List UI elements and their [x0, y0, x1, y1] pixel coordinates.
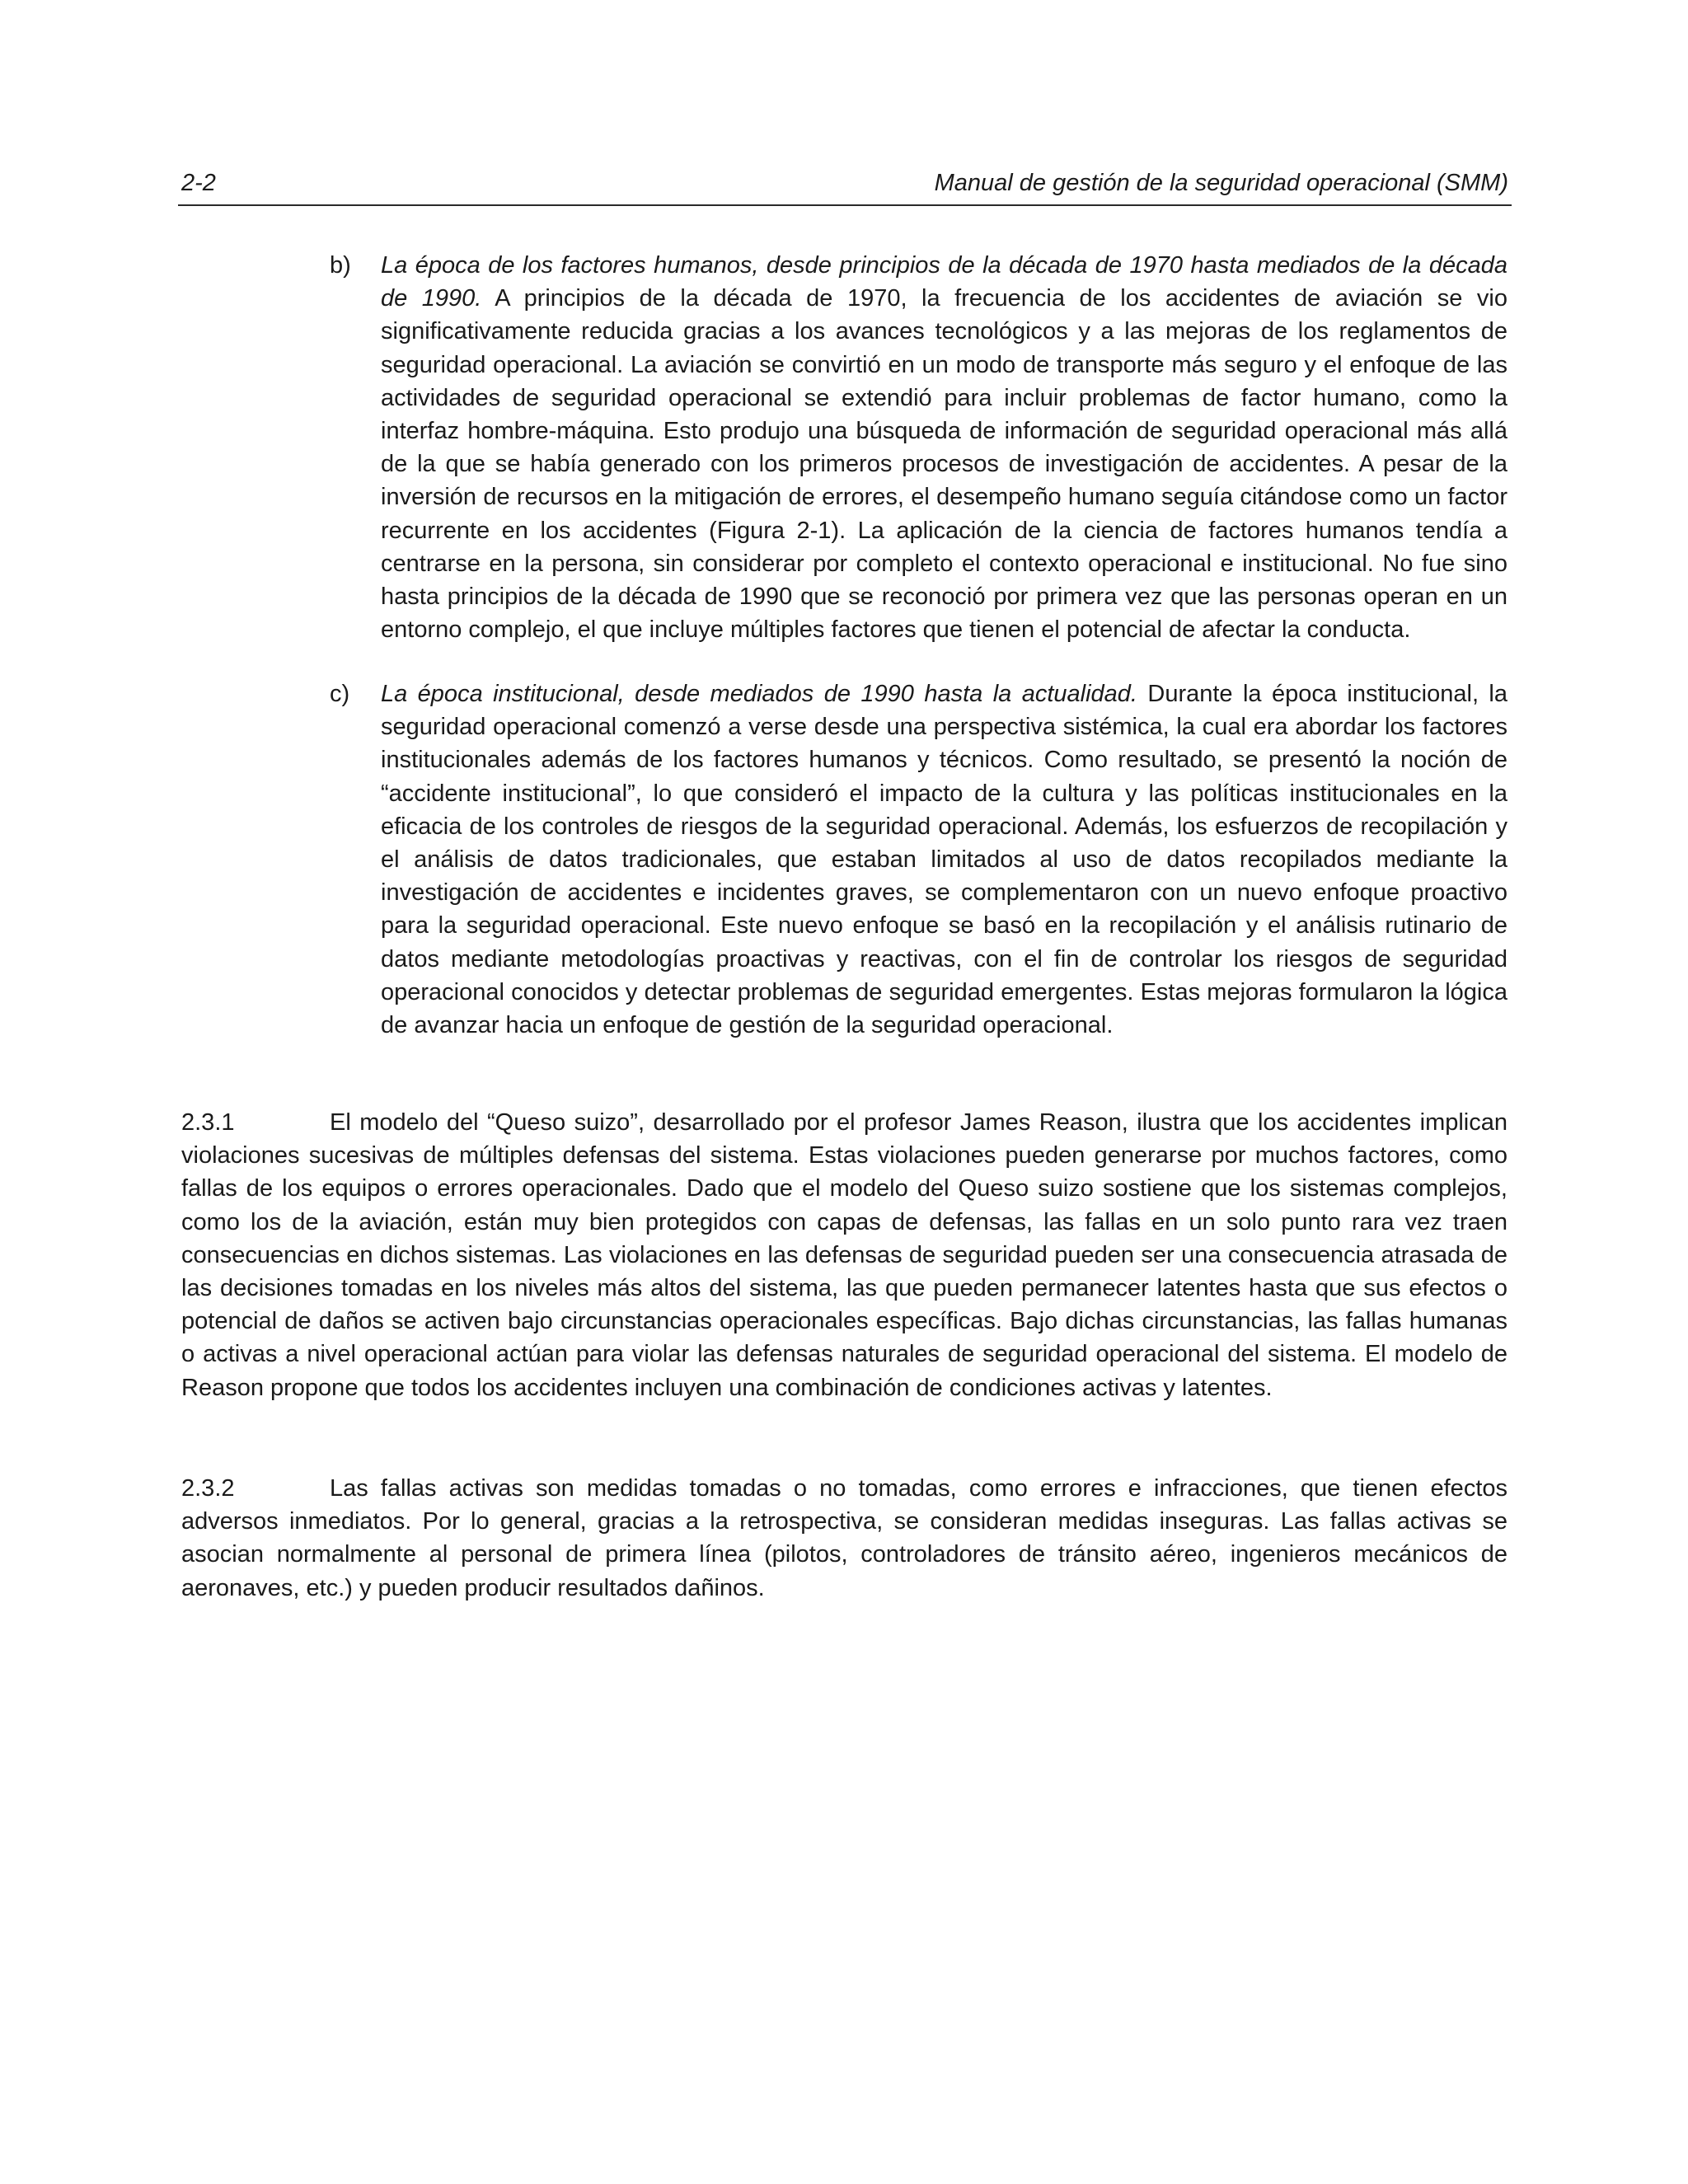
list-marker: c) [330, 681, 350, 707]
paragraph-number: 2.3.1 [181, 1109, 235, 1136]
list-item-text: A principios de la década de 1970, la frecuencia de los accidentes de aviación se vio significativamente reducida gracias a los avances tecnológicos y a las mejoras de los reglamentos de seguridad operacional. La aviación se convirtió en un modo de transporte más seguro y el enfoque de las actividades de seguridad operacional se extendió para incluir problemas de factor humano, como la interfaz hombre-máquina. Esto produjo una búsqueda de información de seguridad operacional más allá de la que se había generado con los primeros procesos de investigación de accidentes. A pesar de la inversión de recursos en la mitigación de errores, el desempeño humano seguía citándose como un factor recurrente en los accidentes (Figura 2-1). La aplicación de la ciencia de factores humanos tendía a centrarse en la persona, sin considerar por completo el contexto operacional e institucional. No fue sino hasta principios de la década de 1990 que se reconoció por primera vez que las personas operan en un entorno complejo, el que incluye múltiples factores que tienen el potencial de afectar la conducta. [381, 285, 1507, 644]
manual-title: Manual de gestión de la seguridad operacional (SMM) [934, 170, 1508, 196]
paragraph-2-3-2 [181, 1472, 1507, 1605]
list-marker: b) [330, 252, 351, 279]
paragraph-text: El modelo del “Queso suizo”, desarrollado por el profesor James Reason, ilustra que los accidentes implican violaciones sucesivas de múltiples defensas del sistema. Estas violaciones pueden generarse por muchos factores, como fallas de los equipos o errores operacionales. Dado que el modelo del Queso suizo sostiene que los sistemas complejos, como los de la aviación, están muy bien protegidos con capas de defensas, las fallas en un solo punto rara vez traen consecuencias en dichos sistemas. Las violaciones en las defensas de seguridad pueden ser una consecuencia atrasada de las decisiones tomadas en los niveles más altos del sistema, las que pueden permanecer latentes hasta que sus efectos o potencial de daños se activen bajo circunstancias operacionales específicas. Bajo dichas circunstancias, las fallas humanas o activas a nivel operacional actúan para violar las defensas naturales de seguridad operacional del sistema. El modelo de Reason propone que todos los accidentes incluyen una combinación de condiciones activas y latentes. [181, 1109, 1507, 1401]
paragraph-number: 2.3.2 [181, 1475, 235, 1502]
list-item-lead: La época de los factores humanos, desde principios de la década de 1970 hasta mediados de la década de 1990. [381, 252, 1507, 312]
list-item-c [330, 677, 1507, 1042]
paragraph-2-3-1 [181, 1106, 1507, 1404]
list-item-b [330, 249, 1507, 646]
list-item-lead: La época institucional, desde mediados de 1990 hasta la actualidad. [381, 681, 1137, 707]
paragraph-text: Las fallas activas son medidas tomadas o no tomadas, como errores e infracciones, que tienen efectos adversos inmediatos. Por lo general, gracias a la retrospectiva, se consideran medidas inseguras. Las fallas activas se asocian normalmente al personal de primera línea (pilotos, controladores de tránsito aéreo, ingenieros mecánicos de aeronaves, etc.) y pueden producir resultados dañinos. [181, 1475, 1507, 1601]
running-header [178, 162, 1512, 206]
page-number: 2-2 [181, 170, 216, 196]
list-item-text: Durante la época institucional, la seguridad operacional comenzó a verse desde una perspectiva sistémica, la cual era abordar los factores institucionales además de los factores humanos y técnicos. Como resultado, se presentó la noción de “accidente institucional”, lo que consideró el impacto de la cultura y las políticas institucionales en la eficacia de los controles de riesgos de la seguridad operacional. Además, los esfuerzos de recopilación y el análisis de datos tradicionales, que estaban limitados al uso de datos recopilados mediante la investigación de accidentes e incidentes graves, se complementaron con un nuevo enfoque proactivo para la seguridad operacional. Este nuevo enfoque se basó en la recopilación y el análisis rutinario de datos mediante metodologías proactivas y reactivas, con el fin de controlar los riesgos de seguridad operacional conocidos y detectar problemas de seguridad emergentes. Estas mejoras formularon la lógica de avanzar hacia un enfoque de gestión de la seguridad operacional. [381, 681, 1507, 1039]
